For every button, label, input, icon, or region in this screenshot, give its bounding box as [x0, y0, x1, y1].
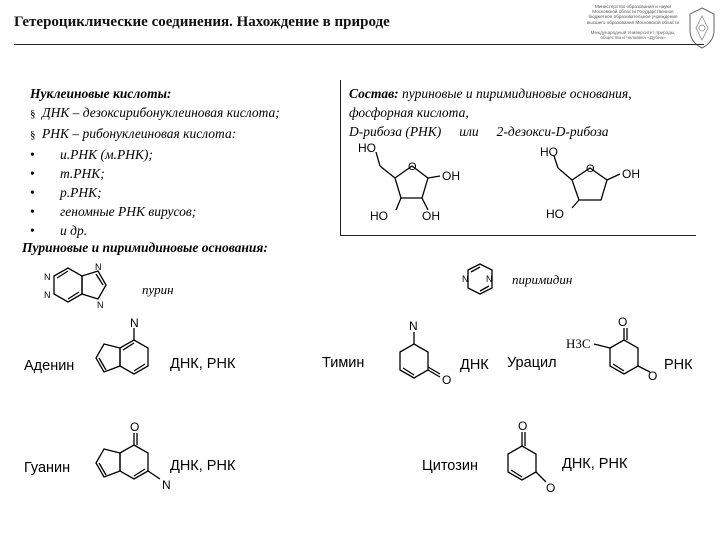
svg-text:N: N [44, 272, 51, 282]
page-title: Гетероциклические соединения. Нахождение в природе [14, 14, 390, 30]
deoxyribose-bottom-oh: HO [546, 207, 564, 221]
svg-text:N: N [462, 274, 469, 284]
header-divider [14, 44, 704, 45]
pyrimidine-label: пиримидин [512, 272, 573, 287]
ribose-bottom-right-oh: OH [422, 209, 440, 223]
uracil-carbonyl-o: O [618, 315, 628, 329]
nucleic-acids-heading: Нуклеиновые кислоты: [30, 86, 172, 101]
guanine-occurrence: ДНК, РНК [170, 458, 236, 474]
bases-heading: Пуриновые и пиримидиновые основания: [22, 240, 268, 255]
list-bullet: • [30, 185, 35, 200]
guanine-name: Гуанин [24, 460, 71, 476]
ribose-bottom-left-oh: HO [370, 209, 388, 223]
cytosine-occurrence: ДНК, РНК [562, 456, 628, 472]
pyrimidine-structure [460, 262, 500, 304]
adenine-name: Аденин [24, 358, 75, 374]
list-item: • т.РНК; [30, 166, 105, 181]
logo-university-text: Международный Университет природы, общества и человека «Дубна» [590, 30, 676, 41]
purine-label: пурин [142, 282, 174, 297]
university-logo [583, 2, 718, 54]
svg-text:N: N [44, 290, 51, 300]
cytosine-carbonyl-o: O [518, 419, 528, 433]
svg-text:N: N [97, 300, 104, 310]
thymine-name: Тимин [322, 355, 365, 371]
thymine-carbonyl-o: O [442, 373, 452, 387]
ribose-right-oh: OH [442, 169, 460, 183]
guanine-amino-n: N [162, 478, 171, 492]
guanine-structure [90, 420, 175, 500]
composition-line: фосфорная кислота, [349, 105, 469, 120]
ring-oxygen: O [408, 161, 417, 173]
uracil-name: Урацил [507, 355, 557, 371]
nucleic-acids-list [30, 84, 280, 240]
cytosine-lower-o: O [546, 481, 556, 495]
uracil-structure [564, 315, 664, 390]
purine-structure [40, 262, 130, 316]
list-item: • р.РНК; [30, 185, 102, 200]
section-divider [340, 235, 696, 236]
list-bullet: • [30, 166, 35, 181]
ribose-structure [350, 140, 460, 225]
deoxyribose-structure [530, 142, 650, 227]
list-item: § ДНК – дезоксирибонуклеиновая кислота; [30, 103, 280, 124]
thymine-occurrence: ДНК [460, 357, 489, 373]
ring-oxygen: O [586, 163, 595, 175]
list-item: • геномные РНК вирусов; [30, 204, 197, 219]
composition-text: Состав: пуриновые и пиримидиновые основания, фосфорная кислота, D-рибоза (РНК) или 2-дезокси-D-рибоза [349, 86, 632, 139]
guanine-carbonyl-o: O [130, 420, 140, 434]
uracil-methyl-group: H3C [566, 336, 591, 351]
list-item: • и др. [30, 223, 88, 238]
uracil-lower-o: O [648, 369, 658, 383]
list-bullet: • [30, 204, 35, 219]
list-bullet: § [30, 129, 36, 141]
deoxyribose-right-oh: OH [622, 167, 640, 181]
adenine-occurrence: ДНК, РНК [170, 356, 236, 372]
adenine-amino-n: N [130, 316, 139, 330]
logo-ministry-text: Министерство образования и науки Московской области Государственное бюджетное образовательное учреждение высшего образования Московской области [586, 4, 680, 25]
svg-text:N: N [486, 274, 493, 284]
thymine-structure [390, 319, 460, 392]
list-bullet: • [30, 223, 35, 238]
svg-text:N: N [95, 262, 102, 272]
list-item: • и.РНК (м.РНК); [30, 147, 153, 162]
deoxyribose-top-oh: HO [540, 145, 558, 159]
uracil-occurrence: РНК [664, 357, 693, 373]
cytosine-structure [496, 419, 566, 497]
cytosine-name: Цитозин [422, 458, 478, 474]
list-bullet: § [30, 108, 36, 120]
composition-heading: Состав: [349, 86, 399, 101]
column-divider [340, 80, 341, 236]
list-bullet: • [30, 147, 35, 162]
adenine-structure [90, 316, 170, 392]
ribose-top-oh: HO [358, 141, 376, 155]
list-item: § РНК – рибонуклеиновая кислота: [30, 124, 280, 145]
thymine-amino-n: N [409, 319, 418, 333]
